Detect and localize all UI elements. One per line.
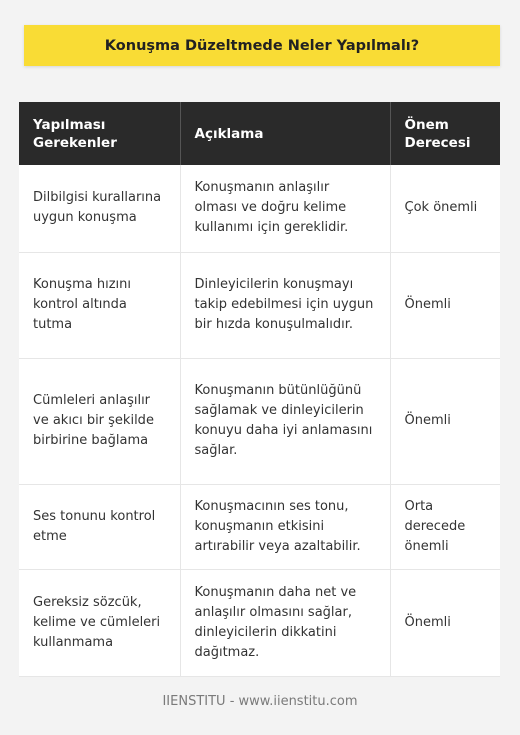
table-row — [19, 484, 500, 569]
action-cell: Gereksiz sözcük, kelime ve cümleleri kullanmama — [19, 569, 180, 676]
description-cell: Konuşmacının ses tonu, konuşmanın etkisini artırabilir veya azaltabilir. — [180, 484, 390, 569]
footer-credit: IIENSTITU - www.iienstitu.com — [162, 694, 358, 709]
importance-cell: Önemli — [390, 358, 500, 484]
action-cell: Cümleleri anlaşılır ve akıcı bir şekilde birbirine bağlama — [19, 358, 180, 484]
table-row — [19, 252, 500, 358]
description-cell: Dinleyicilerin konuşmayı takip edebilmesi için uygun bir hızda konuşulmalıdır. — [180, 252, 390, 358]
column-header-importance: Önem Derecesi — [390, 102, 500, 165]
importance-table — [19, 102, 500, 677]
importance-cell: Çok önemli — [390, 165, 500, 252]
table-header-row — [19, 102, 500, 165]
action-cell: Konuşma hızını kontrol altında tutma — [19, 252, 180, 358]
page-title: Konuşma Düzeltmede Neler Yapılmalı? — [104, 37, 420, 54]
table-row — [19, 569, 500, 676]
column-header-description: Açıklama — [180, 102, 390, 165]
column-header-actions: Yapılması Gerekenler — [19, 102, 180, 165]
description-cell: Konuşmanın bütünlüğünü sağlamak ve dinleyicilerin konuyu daha iyi anlamasını sağlar. — [180, 358, 390, 484]
action-cell: Dilbilgisi kurallarına uygun konuşma — [19, 165, 180, 252]
table-row — [19, 165, 500, 252]
title-banner — [24, 25, 500, 66]
importance-cell: Önemli — [390, 569, 500, 676]
description-cell: Konuşmanın anlaşılır olması ve doğru kelime kullanımı için gereklidir. — [180, 165, 390, 252]
action-cell: Ses tonunu kontrol etme — [19, 484, 180, 569]
description-cell: Konuşmanın daha net ve anlaşılır olmasını sağlar, dinleyicilerin dikkatini dağıtmaz. — [180, 569, 390, 676]
table-row — [19, 358, 500, 484]
importance-cell: Önemli — [390, 252, 500, 358]
importance-cell: Orta derecede önemli — [390, 484, 500, 569]
